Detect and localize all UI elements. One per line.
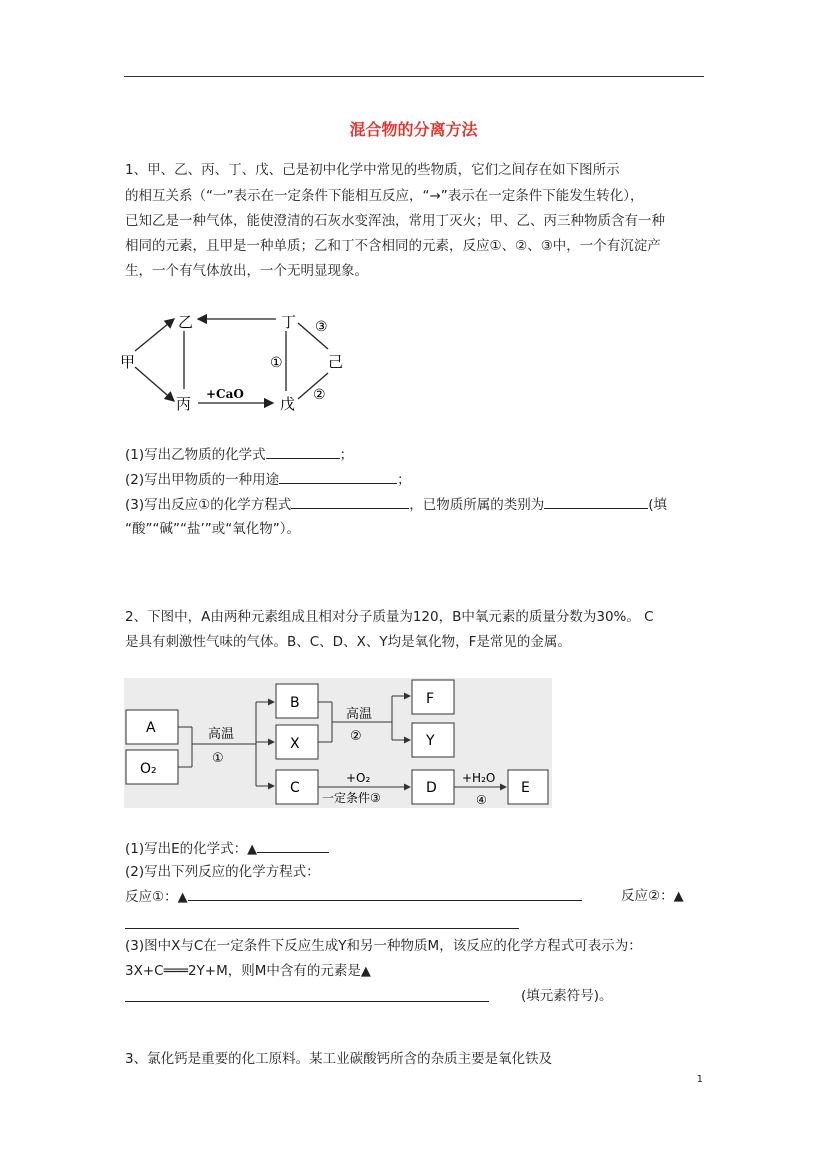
svg-text:④: ④	[476, 793, 487, 807]
header-rule	[124, 76, 704, 77]
node-ji: 己	[328, 353, 344, 371]
answer-blank[interactable]	[257, 838, 329, 853]
label-r1: ①	[270, 355, 283, 371]
q2-flow-diagram	[124, 678, 552, 808]
svg-text:E: E	[521, 780, 530, 796]
q2-line-2: 是具有刺激性气味的气体。B、C、D、X、Y均是氧化物，F是常见的金属。	[125, 634, 571, 650]
label-cao: +CaO	[206, 387, 244, 401]
svg-text:②: ②	[350, 729, 362, 744]
answer-blank[interactable]	[544, 494, 648, 509]
q1-sub1: (1)写出乙物质的化学式 ；	[125, 444, 353, 465]
svg-text:Y: Y	[426, 733, 435, 749]
answer-line	[125, 1001, 489, 1002]
svg-text:一定条件③: 一定条件③	[322, 791, 381, 805]
q1-sub2: (2)写出甲物质的一种用途 ；	[125, 469, 411, 490]
answer-blank[interactable]	[266, 444, 340, 459]
q1-line-2: 的相互关系（“一”表示在一定条件下能相互反应，“→”表示在一定条件下能发生转化），	[125, 188, 644, 204]
answer-blank[interactable]	[279, 469, 397, 484]
q2-line-1: 2、下图中，A由两种元素组成且相对分子质量为120，B中氧元素的质量分数为30%。 C	[125, 609, 654, 625]
node-jia: 甲	[120, 353, 136, 371]
svg-text:+O₂: +O₂	[346, 771, 371, 785]
q1-line-1: 1、甲、乙、丙、丁、戊、己是初中化学中常见的些物质，它们之间存在如下图所示	[125, 162, 620, 178]
q1-sub3-cont: “酸”“碱”“盐’”或“氧化物”）。	[125, 521, 300, 537]
svg-text:O₂: O₂	[140, 761, 157, 777]
q1-line-4: 相同的元素，且甲是一种单质；乙和丁不含相同的元素，反应①、②、③中，一个有沉淀产	[125, 238, 661, 254]
q2-s5: 3X+C═══2Y+M，则M中含有的元素是▲	[125, 963, 371, 979]
q2-s6: (填元素符号)。	[521, 988, 613, 1004]
svg-text:D: D	[426, 780, 437, 796]
q1-line-5: 生，一个有气体放出，一个无明显现象。	[125, 263, 368, 279]
svg-text:X: X	[290, 736, 300, 752]
q1-line-3: 已知乙是一种气体，能使澄清的石灰水变浑浊，常用丁灭火；甲、乙、丙三种物质含有一种	[125, 213, 665, 229]
label-r2: ②	[313, 387, 326, 403]
q3-line-1: 3、氯化钙是重要的化工原料。某工业碳酸钙所含的杂质主要是氧化铁及	[125, 1051, 553, 1067]
label-r3: ③	[315, 319, 328, 335]
svg-text:A: A	[146, 720, 156, 736]
answer-blank[interactable]	[291, 494, 409, 509]
svg-text:①: ①	[212, 751, 224, 766]
node-yi: 乙	[178, 313, 194, 331]
page-title: 混合物的分离方法	[349, 120, 478, 139]
node-ding: 丁	[281, 313, 297, 331]
svg-text:+H₂O: +H₂O	[462, 771, 496, 785]
q2-s2: (2)写出下列反应的化学方程式：	[125, 864, 320, 880]
answer-line	[125, 928, 519, 929]
q2-s1: (1)写出E的化学式：▲	[125, 838, 329, 860]
svg-text:高温: 高温	[346, 707, 373, 722]
svg-text:高温: 高温	[208, 727, 235, 742]
q2-s3: 反应①：▲ 反应②：▲	[125, 888, 684, 905]
svg-text:C: C	[290, 780, 300, 796]
node-bing: 丙	[176, 395, 192, 413]
q1-sub3: (3)写出反应①的化学方程式 ，已物质所属的类别为 (填	[125, 494, 667, 515]
answer-blank[interactable]	[188, 886, 582, 901]
q1-relation-diagram	[118, 305, 348, 415]
page-number: 1	[696, 1074, 703, 1085]
node-wu: 戊	[280, 395, 296, 413]
q2-s4: (3)图中X与C在一定条件下反应生成Y和另一种物质M，该反应的化学方程式可表示为：	[125, 938, 642, 954]
svg-text:F: F	[426, 691, 435, 707]
svg-text:B: B	[290, 695, 300, 711]
q2-reaction2: 反应②：▲	[621, 888, 684, 904]
